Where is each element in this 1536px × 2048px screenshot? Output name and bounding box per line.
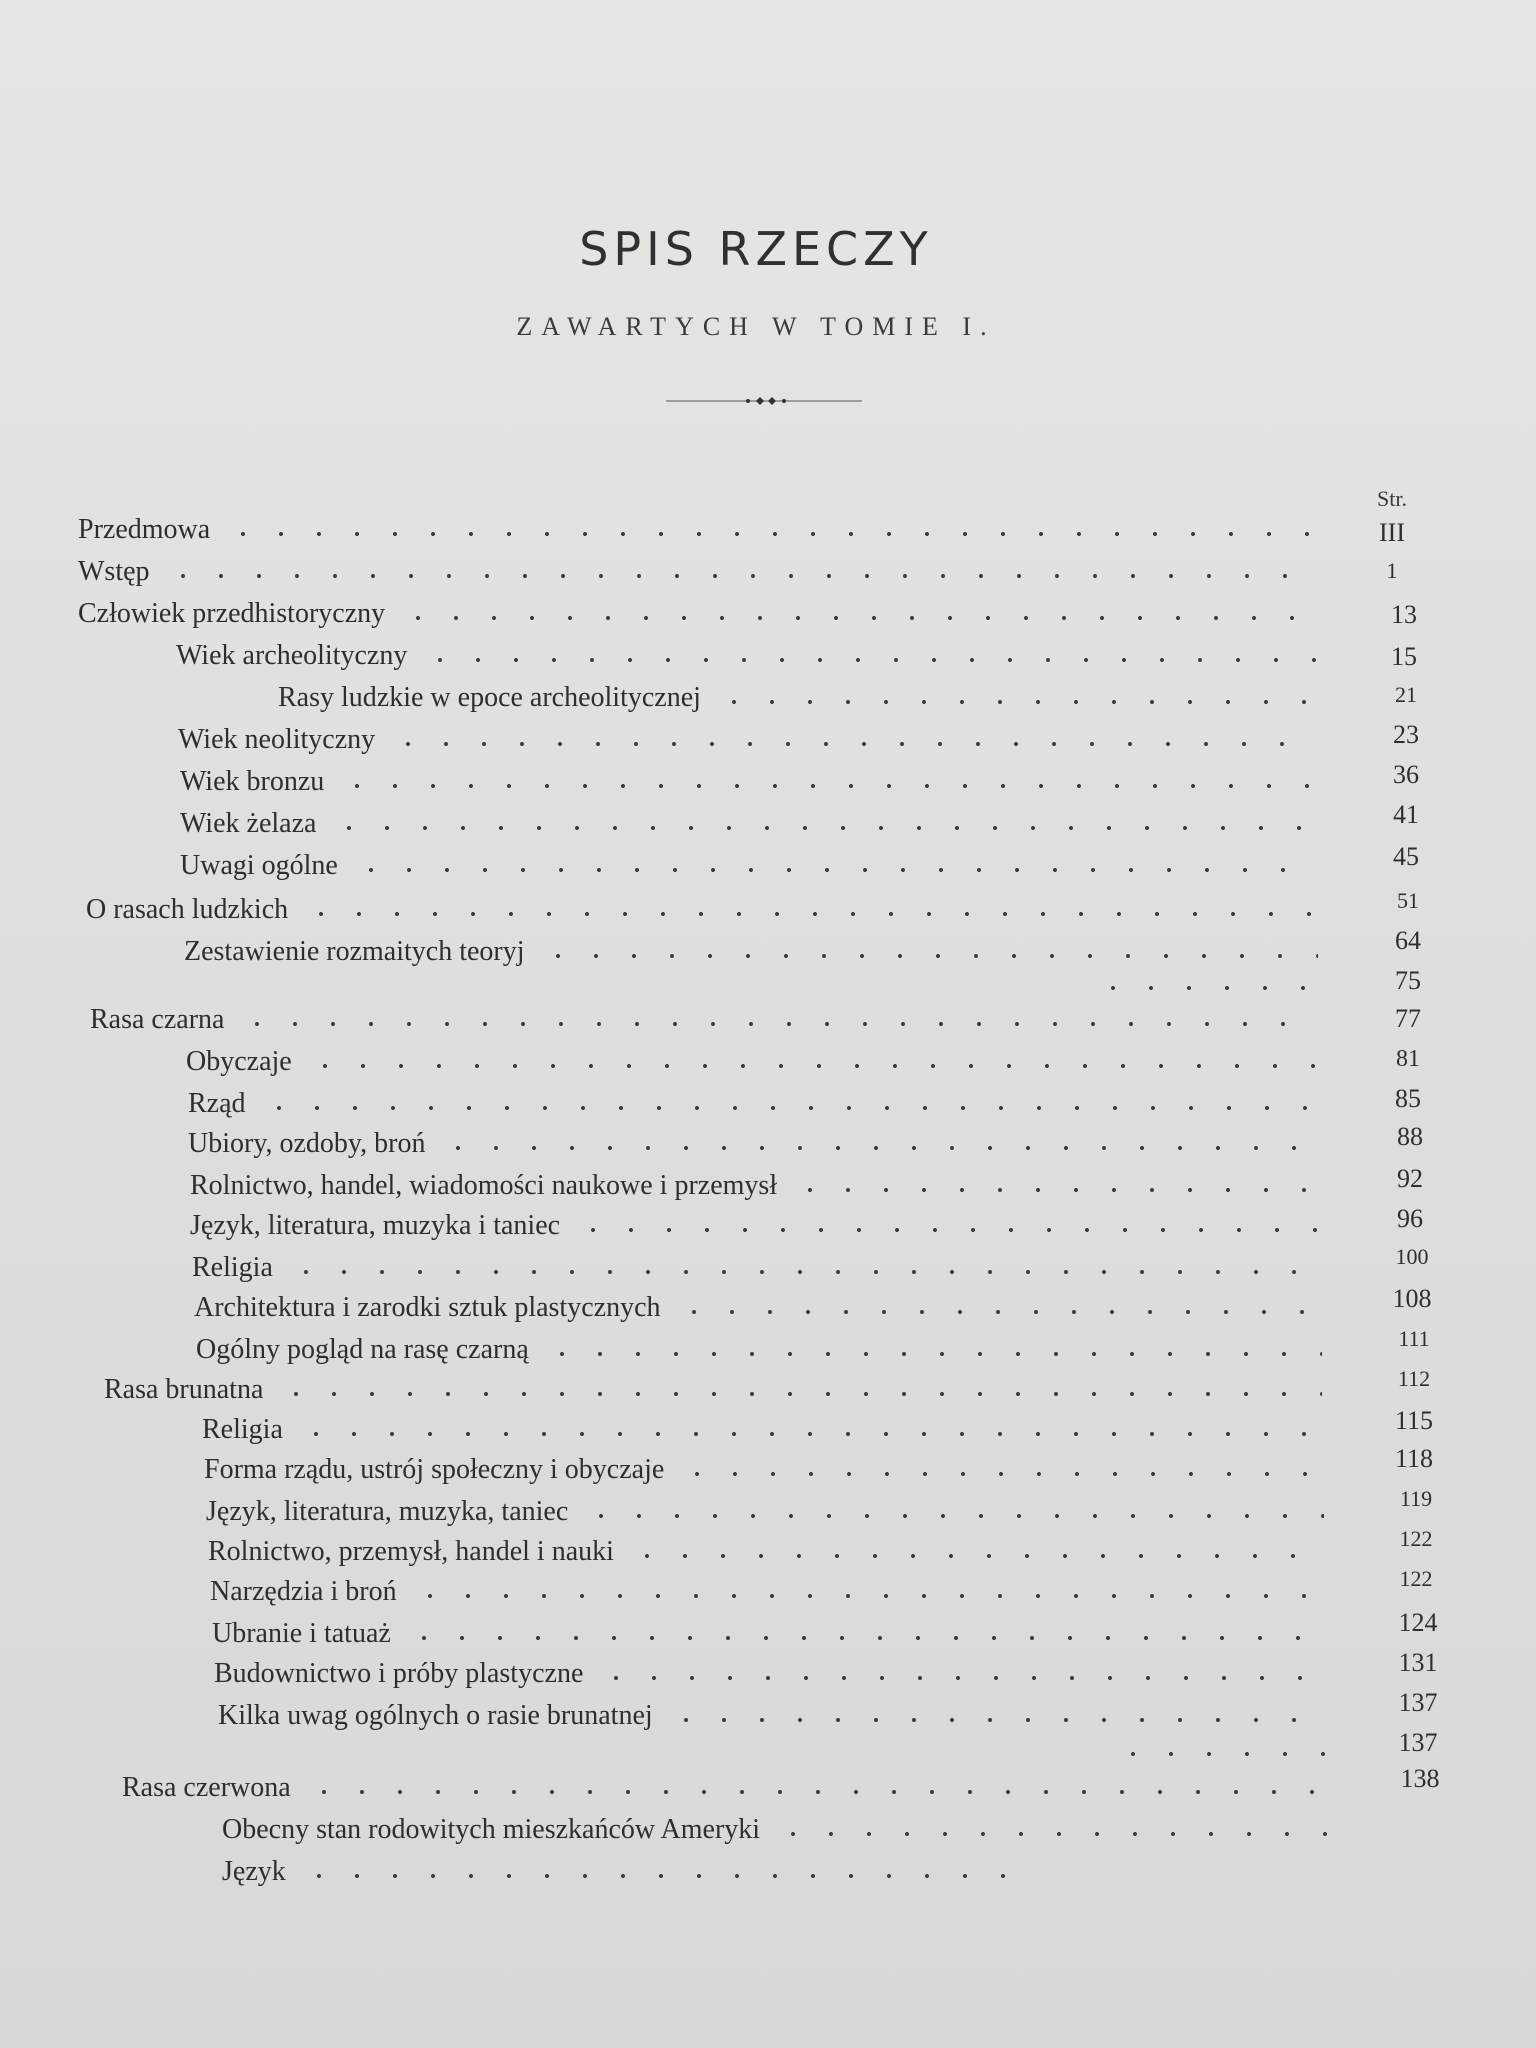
dot-leader bbox=[439, 1143, 1320, 1153]
toc-entry-label: Zestawienie rozmaitych teoryj bbox=[184, 936, 525, 967]
toc-entry bbox=[196, 1334, 1336, 1374]
dot-leader bbox=[305, 1787, 1330, 1797]
dot-leader bbox=[277, 1389, 1322, 1399]
toc-entry-page: 51 bbox=[1397, 888, 1419, 913]
toc-entry-label: Człowiek przedhistoryczny bbox=[78, 598, 386, 629]
toc-entry-label: Rasa czerwona bbox=[122, 1772, 291, 1803]
toc-entry bbox=[214, 1658, 1340, 1698]
dot-leader bbox=[1114, 1749, 1328, 1759]
page-subtitle: ZAWARTYCH W TOMIE I. bbox=[516, 312, 996, 341]
dot-leader bbox=[597, 1673, 1326, 1683]
toc-entry-page: 23 bbox=[1393, 720, 1419, 749]
toc-entry bbox=[190, 1170, 1334, 1210]
toc-entry-page: 45 bbox=[1393, 842, 1419, 871]
dot-leader bbox=[287, 1267, 1322, 1277]
toc-entry bbox=[204, 1454, 1338, 1494]
dot-leader bbox=[715, 697, 1318, 707]
toc-entry bbox=[188, 1128, 1334, 1168]
toc-entry-page: 138 bbox=[1400, 1764, 1440, 1793]
toc-entry-label: Wstęp bbox=[78, 556, 150, 587]
toc-entry bbox=[222, 1814, 1346, 1854]
dot-leader bbox=[1094, 983, 1318, 993]
toc-entry bbox=[178, 724, 1332, 764]
toc-entry-label: Rasy ludzkie w epoce archeolitycznej bbox=[278, 682, 701, 713]
toc-entry-page: 124 bbox=[1398, 1608, 1438, 1637]
toc-entry-page: 88 bbox=[1397, 1122, 1423, 1151]
toc-entry bbox=[210, 1576, 1340, 1616]
toc-entry-page: 64 bbox=[1395, 926, 1421, 955]
dot-leader bbox=[338, 781, 1318, 791]
toc-entry-label: Ogólny pogląd na rasę czarną bbox=[196, 1334, 529, 1365]
toc-entry-label: Język bbox=[222, 1856, 286, 1887]
toc-entry-label: Rolnictwo, handel, wiadomości naukowe i przemysł bbox=[190, 1170, 778, 1201]
toc-entry-label: Religia bbox=[192, 1252, 273, 1283]
toc-entry bbox=[202, 1414, 1338, 1454]
dot-leader bbox=[352, 865, 1318, 875]
toc-entry-page: 92 bbox=[1397, 1164, 1423, 1193]
toc-entry-label: Język, literatura, muzyka, taniec bbox=[206, 1496, 569, 1527]
toc-entry-label: Rasa czarna bbox=[90, 1004, 225, 1035]
toc-entry-page: 36 bbox=[1393, 760, 1419, 789]
toc-entry-label: Język, literatura, muzyka i taniec bbox=[190, 1210, 561, 1241]
toc-entry-label: Narzędzia i broń bbox=[210, 1576, 397, 1607]
toc-entry bbox=[122, 1772, 1344, 1812]
toc-entry-page: 1 bbox=[1386, 558, 1398, 583]
toc-entry-page: 75 bbox=[1395, 966, 1421, 995]
dot-leader bbox=[164, 571, 1316, 581]
toc-entry bbox=[1080, 968, 1332, 1008]
toc-entry bbox=[78, 598, 1330, 638]
dot-leader bbox=[260, 1103, 1320, 1113]
toc-entry-page: 77 bbox=[1395, 1004, 1421, 1033]
toc-entry-label: Rolnictwo, przemysł, handel i nauki bbox=[208, 1536, 614, 1567]
toc-entry bbox=[192, 1252, 1336, 1292]
toc-entry-page: 108 bbox=[1392, 1284, 1432, 1313]
dot-leader bbox=[628, 1551, 1324, 1561]
toc-entry-page: 21 bbox=[1395, 682, 1417, 707]
toc-entry-label: O rasach ludzkich bbox=[86, 894, 289, 925]
toc-entry-label: Obecny stan rodowitych mieszkańców Ameryki bbox=[222, 1814, 761, 1845]
toc-entry-label: Ubranie i tatuaż bbox=[212, 1618, 391, 1649]
dot-leader bbox=[678, 1469, 1324, 1479]
toc-entry-page: 111 bbox=[1398, 1326, 1430, 1351]
toc-entry-label: Wiek żelaza bbox=[180, 808, 317, 839]
dot-leader bbox=[399, 613, 1316, 623]
dot-leader bbox=[539, 951, 1318, 961]
dot-leader bbox=[582, 1511, 1324, 1521]
toc-entry-label: Religia bbox=[202, 1414, 283, 1445]
dot-leader bbox=[675, 1307, 1323, 1317]
toc-entry-page: 112 bbox=[1397, 1366, 1431, 1391]
toc-entry-label: Rząd bbox=[188, 1088, 246, 1119]
toc-entry-page: 41 bbox=[1393, 800, 1419, 829]
dot-leader bbox=[411, 1591, 1326, 1601]
dot-leader bbox=[300, 1871, 1008, 1881]
toc-entry bbox=[86, 894, 1332, 934]
toc-entry bbox=[222, 1856, 1022, 1896]
toc-entry bbox=[176, 640, 1332, 680]
toc-entry-page: 118 bbox=[1394, 1444, 1434, 1473]
toc-entry-page: 81 bbox=[1396, 1046, 1420, 1072]
toc-entry bbox=[1100, 1734, 1342, 1774]
toc-entry-page: 122 bbox=[1399, 1526, 1433, 1551]
toc-entry-page: 115 bbox=[1394, 1406, 1434, 1435]
toc-entry bbox=[194, 1292, 1336, 1332]
toc-entry bbox=[78, 556, 1330, 596]
dot-leader bbox=[306, 1061, 1318, 1071]
dot-leader bbox=[405, 1633, 1326, 1643]
dot-leader bbox=[543, 1349, 1322, 1359]
toc-entry bbox=[180, 808, 1332, 848]
toc-entry-label: Rasa brunatna bbox=[104, 1374, 264, 1405]
toc-entry-page: III bbox=[1379, 518, 1405, 547]
page-title: SPIS RZECZY bbox=[579, 222, 933, 276]
dot-leader bbox=[774, 1829, 1332, 1839]
dot-leader bbox=[574, 1225, 1320, 1235]
toc-entry-page: 96 bbox=[1397, 1204, 1423, 1233]
toc-entry-page: 137 bbox=[1398, 1728, 1438, 1757]
toc-entry bbox=[212, 1618, 1340, 1658]
toc-entry-label: Wiek archeolityczny bbox=[176, 640, 408, 671]
toc-entry-page: 100 bbox=[1395, 1244, 1429, 1269]
toc-entry bbox=[188, 1088, 1334, 1128]
toc-entry bbox=[186, 1046, 1332, 1086]
toc-entry-label: Forma rządu, ustrój społeczny i obyczaje bbox=[204, 1454, 665, 1485]
toc-entry-page: 13 bbox=[1391, 600, 1417, 629]
dot-leader bbox=[421, 655, 1318, 665]
dot-leader bbox=[667, 1715, 1328, 1725]
page-column-header: Str. bbox=[1377, 486, 1407, 511]
toc-entry bbox=[190, 1210, 1334, 1250]
toc-entry bbox=[104, 1374, 1336, 1414]
toc-entry-page: 137 bbox=[1398, 1688, 1438, 1717]
toc-entry bbox=[208, 1536, 1338, 1576]
toc-entry bbox=[206, 1496, 1338, 1536]
toc-entry-page: 15 bbox=[1391, 642, 1417, 671]
toc-entry-label: Wiek bronzu bbox=[180, 766, 325, 797]
ornament-divider-icon bbox=[666, 391, 862, 411]
dot-leader bbox=[791, 1185, 1320, 1195]
toc-entry-page: 122 bbox=[1399, 1566, 1433, 1591]
toc-entry bbox=[278, 682, 1332, 722]
toc-entry bbox=[180, 766, 1332, 806]
toc-entry-page: 85 bbox=[1395, 1084, 1421, 1113]
dot-leader bbox=[224, 529, 1316, 539]
toc-entry-page: 119 bbox=[1399, 1486, 1433, 1511]
toc-entry-label: Uwagi ogólne bbox=[180, 850, 338, 881]
toc-entry-label: Wiek neolityczny bbox=[178, 724, 376, 755]
dot-leader bbox=[302, 909, 1318, 919]
toc-entry-page: 131 bbox=[1398, 1648, 1438, 1677]
dot-leader bbox=[330, 823, 1318, 833]
toc-entry-label: Architektura i zarodki sztuk plastycznych bbox=[194, 1292, 661, 1323]
dot-leader bbox=[297, 1429, 1324, 1439]
dot-leader bbox=[238, 1019, 1318, 1029]
toc-entry bbox=[90, 1004, 1332, 1044]
toc-entry-label: Budownictwo i próby plastyczne bbox=[214, 1658, 584, 1689]
toc-entry-label: Przedmowa bbox=[78, 514, 211, 545]
toc-entry-label: Obyczaje bbox=[186, 1046, 292, 1077]
toc-entry bbox=[180, 850, 1332, 890]
toc-entry-label: Kilka uwag ogólnych o rasie brunatnej bbox=[218, 1700, 653, 1731]
dot-leader bbox=[389, 739, 1318, 749]
toc-entry bbox=[78, 514, 1330, 554]
toc-entry-label: Ubiory, ozdoby, broń bbox=[188, 1128, 426, 1159]
